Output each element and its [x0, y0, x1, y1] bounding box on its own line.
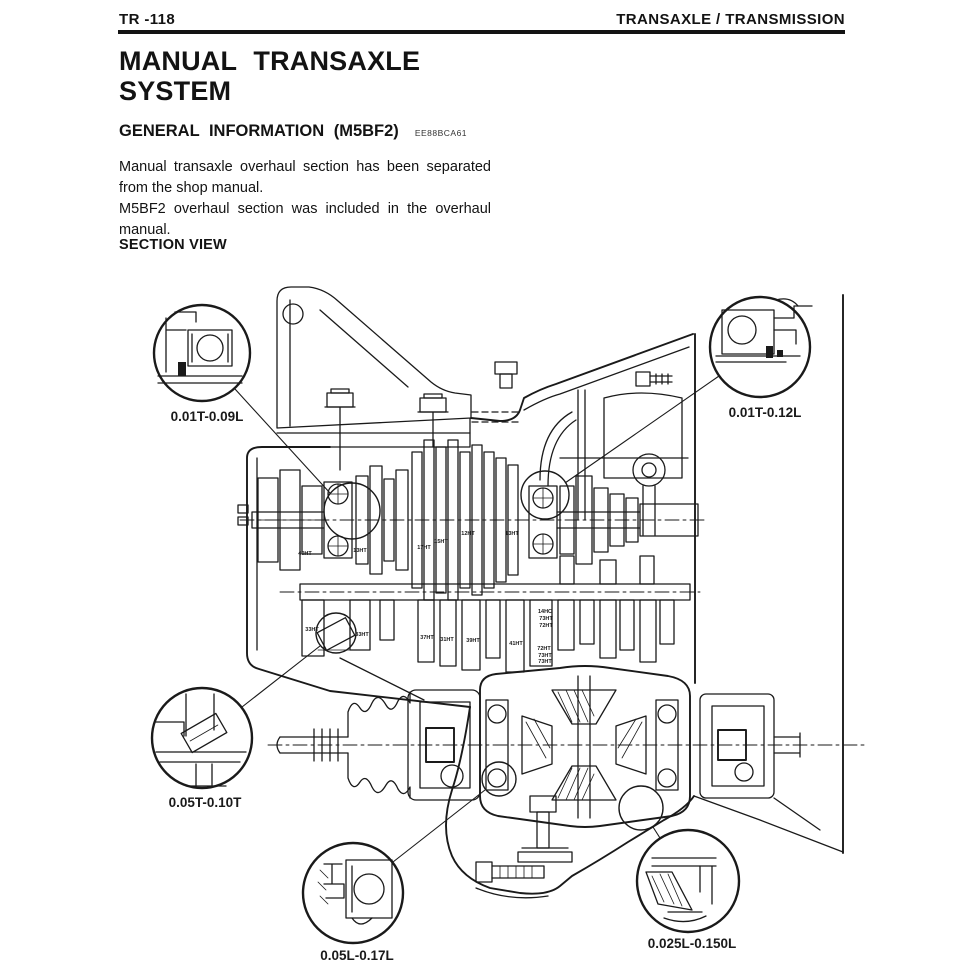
- gear-tooth-count-label: 73HT: [538, 659, 552, 665]
- gear-tooth-count-label: 17HT: [417, 545, 431, 551]
- callout-tolerance-label: 0.05T-0.10T: [168, 795, 242, 810]
- gear-tooth-count-label: 33HT: [355, 632, 369, 638]
- callout-circle: [637, 830, 739, 932]
- callout-detail-bearing-shim: [158, 312, 242, 383]
- lower-housing: [446, 707, 843, 898]
- output-gear-train: [302, 556, 674, 672]
- callout-leader-line: [393, 790, 485, 862]
- general-information-heading: GENERAL INFORMATION (M5BF2) EE88BCA61: [119, 122, 468, 140]
- callout-detail-taper-roller: [156, 694, 246, 786]
- callout-tolerance-label: 0.01T-0.09L: [170, 409, 244, 424]
- callout-detail-endplay: [716, 299, 812, 362]
- callout-circle: [710, 297, 810, 397]
- callout-leader-line: [235, 389, 330, 493]
- gear-tooth-count-label: 73HT: [539, 616, 553, 622]
- gear-tooth-count-label: 72HT: [539, 623, 553, 629]
- gear-tooth-count-label: 31HT: [440, 637, 454, 643]
- callout-tolerance-label: 0.025L-0.150L: [647, 936, 737, 951]
- page-number: TR -118: [119, 11, 176, 28]
- callout-circle: [303, 843, 403, 943]
- gear-tooth-count-label: 73HT: [538, 653, 552, 659]
- callout-target-ring: [482, 762, 516, 796]
- callout-leader-line: [653, 827, 660, 838]
- page-title-line1: MANUAL TRANSAXLE: [119, 46, 421, 76]
- right-cv-joint: [700, 694, 800, 798]
- fifth-gear-cluster: [258, 470, 322, 570]
- gear-tooth-count-label: 12HT: [461, 531, 475, 537]
- callout-circle: [154, 305, 250, 401]
- gear-tooth-count-label: 13HT: [505, 531, 519, 537]
- callout-detail-side-bearing: [318, 860, 392, 924]
- callout-detail-backlash: [646, 858, 716, 922]
- page-title-line2: SYSTEM: [119, 76, 232, 106]
- gear-tooth-count-label: 41HT: [509, 641, 523, 647]
- gear-tooth-count-label: 15HT: [434, 539, 448, 545]
- paragraph-line: Manual transaxle overhaul section has been separated from the shop manual.: [119, 159, 491, 196]
- differential-case: [480, 666, 690, 827]
- callout-tolerance-label: 0.05L-0.17L: [320, 948, 394, 963]
- gear-tooth-count-label: 13HT: [353, 548, 367, 554]
- output-shaft: [280, 584, 700, 600]
- mount-bracket: [277, 287, 520, 433]
- paragraph-line: M5BF2 overhaul section was included in the overhaul manual.: [119, 201, 491, 238]
- section-view-heading: SECTION VIEW: [119, 237, 227, 253]
- transaxle-cross-section: [156, 287, 868, 924]
- gear-tooth-count-label: 14HC: [537, 609, 553, 615]
- gear-tooth-count-label: 39HT: [466, 638, 480, 644]
- callout-tolerance-label: 0.01T-0.12L: [728, 405, 802, 420]
- gear-tooth-count-label: 40HT: [298, 551, 312, 557]
- shift-and-speedo-assembly: [540, 372, 682, 535]
- tolerance-callouts: [152, 297, 810, 963]
- bracket-bolt: [325, 389, 355, 470]
- section-code: EE88BCA61: [414, 128, 468, 138]
- callout-target-ring: [619, 786, 663, 830]
- callout-target-ring: [521, 471, 569, 519]
- callout-circle: [152, 688, 252, 788]
- chapter-header: TRANSAXLE / TRANSMISSION: [616, 11, 845, 28]
- gear-tooth-count-label: 33HT: [305, 627, 319, 633]
- gear-tooth-count-label: 37HT: [420, 635, 434, 641]
- housing-inner-slant: [524, 347, 689, 410]
- breather-plug: [495, 362, 517, 388]
- callout: [152, 613, 356, 810]
- gear-tooth-count-label: 72HT: [537, 646, 551, 652]
- ball-bearing: [529, 486, 557, 558]
- housing-outline: [471, 295, 843, 853]
- callout-leader-line: [242, 646, 320, 707]
